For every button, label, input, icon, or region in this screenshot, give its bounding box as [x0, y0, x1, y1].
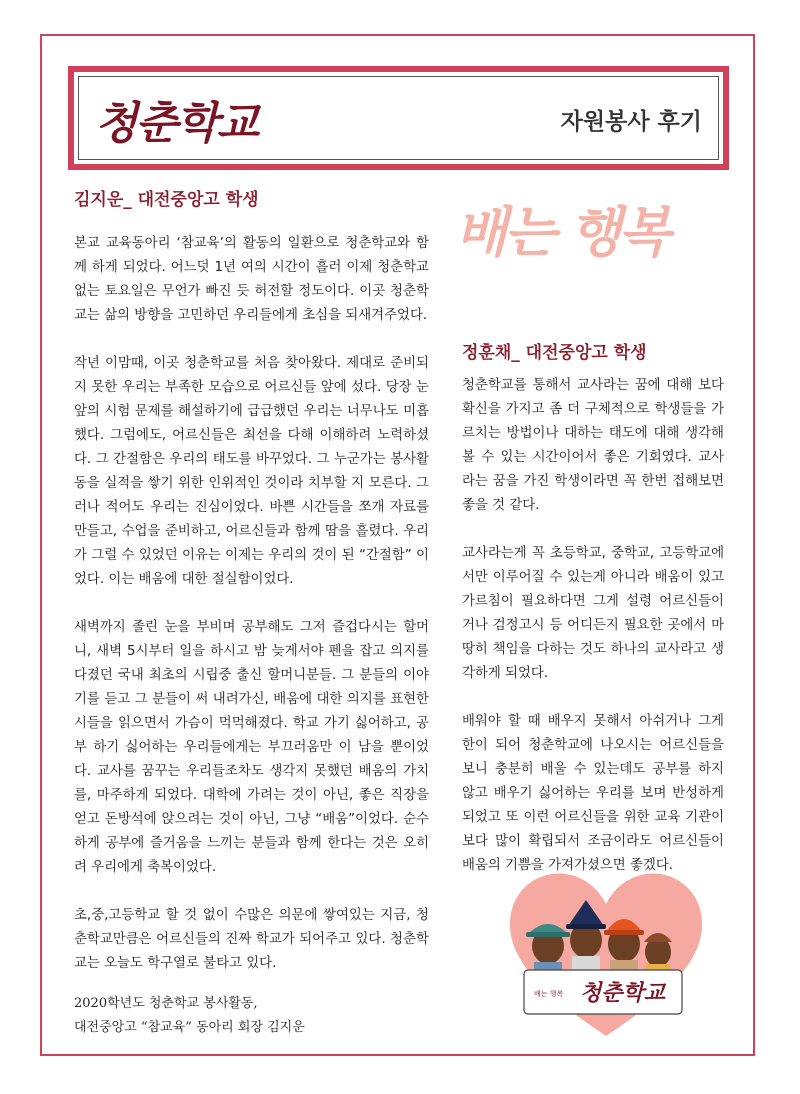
left-paragraph: 새벽까지 졸린 눈을 부비며 공부해도 그저 즐겁다시는 할머니, 새벽 5시부터 일을 하시고 밤 늦게서야 펜을 잡고 의지를 다졌던 국내 최초의 시립중 출신 할머니분들. 그 분들의 이야기를 듣고 그 분들이 써 내려가신, 배움에 대한 의지를 표현한 시들을 읽으면서 가슴이 먹먹해졌다. 학교 가기 싫어하고, 공부 하기 싫어하는 우리들에게는 부끄러움만 이 남을 뿐이었다. 교사를 꿈꾸는 우리들조차도 생각지 못했던 배움의 가치를, 마주하게 되었다. 대학에 가려는 것이 아닌, 좋은 직장을 얻고 돈방석에 앉으려는 것이 아닌, 그냥 “배움”이었다. 순수하게 공부에 즐거움을 느끼는 분들과 함께 한다는 것은 오히려 우리에게 축복이었다. [74, 620, 429, 875]
right-paragraph: 청춘학교를 통해서 교사라는 꿈에 대해 보다 확신을 가지고 좀 더 구체적으로 학생들을 가르치는 방법이나 대하는 태도에 대해 생각해 볼 수 있는 시간이어서 좋은 기회였다. 교사라는 꿈을 가진 학생이라면 꼭 한번 접해보면 좋을 것 같다. [462, 378, 724, 513]
signoff-line: 2020학년도 청춘학교 봉사활동, [74, 996, 258, 1011]
slogan-calligraphy: 배는 행복 [455, 200, 668, 264]
signoff-line: 대전중앙고 “참교육” 동아리 회장 김지운 [74, 1020, 305, 1035]
left-author-heading: 김지운_ 대전중앙고 학생 [74, 190, 259, 210]
left-paragraph: 본교 교육동아리 ‘참교육’의 활동의 일환으로 청춘학교와 함께 하게 되었다. 어느덧 1년 여의 시간이 흘러 이제 청춘학교 없는 토요일은 무언가 빠진 듯 허전할 정도이다. 이곳 청춘학교는 삶의 방향을 고민하던 우리들에게 초심을 되새겨주었다. [74, 236, 429, 323]
right-paragraph: 교사라는게 꼭 초등학교, 중학교, 고등학교에서만 이루어질 수 있는게 아니라 배움이 있고 가르침이 필요하다면 그게 설령 어르신들이거나 검정고시 등 어디든지 필요한 곳에서 마땅히 책임을 다하는 것도 하나의 교사라고 생각하게 되었다. [462, 546, 724, 681]
header-inner [78, 76, 719, 160]
left-paragraph: 작년 이맘때, 이곳 청춘학교를 처음 찾아왔다. 제대로 준비되지 못한 우리는 부족한 모습으로 어르신들 앞에 섰다. 당장 눈 앞의 시험 문제를 해설하기에 급급했던 우리는 너무나도 미흡했다. 그럼에도, 어르신들은 최선을 다해 이해하려 노력하셨다. 그 간절함은 우리의 태도를 바꾸었다. 그 누군가는 봉사활동을 실적을 쌓기 위한 인위적인 것이라 치부할 지 모른다. 그러나 적어도 우리는 진심이었다. 바쁜 시간들을 쪼개 자료를 만들고, 수업을 준비하고, 어르신들과 함께 땀을 흘렸다. 우리가 그럴 수 있었던 이유는 이제는 우리의 것이 된 “간절함” 이었다. 이는 배움에 대한 절실함이었다. [74, 356, 429, 587]
signoff [74, 992, 305, 1040]
left-column [74, 232, 429, 1000]
logo: 청춘학교 [95, 98, 258, 149]
right-column [462, 374, 724, 902]
left-paragraph: 초,중,고등학교 할 것 없이 수많은 의문에 쌓여있는 지금, 청춘학교만큼은 어르신들의 진짜 학교가 되어주고 있다. 청춘학교는 오늘도 학구열로 불타고 있다. [74, 908, 429, 971]
right-paragraph: 배워야 할 때 배우지 못해서 아쉬거나 그게 한이 되어 청춘학교에 나오시는 어르신들을 보니 충분히 배울 수 있는데도 공부를 하지 않고 배우기 싫어하는 우리를 보며 반성하게 되었고 또 이런 어르신들을 위한 교육 기관이 보다 많이 확립되서 조금이라도 어르신들이 배움의 기쁨을 가져가셨으면 좋겠다. [462, 714, 724, 873]
students-illustration [506, 866, 706, 1042]
page-title: 자원봉사 후기 [560, 109, 702, 135]
right-author-heading: 정훈채_ 대전중앙고 학생 [462, 343, 647, 363]
banner-small-text: 배는 행복 [534, 990, 564, 998]
banner-text: 청춘학교 [580, 980, 666, 1006]
header-box [68, 66, 729, 170]
